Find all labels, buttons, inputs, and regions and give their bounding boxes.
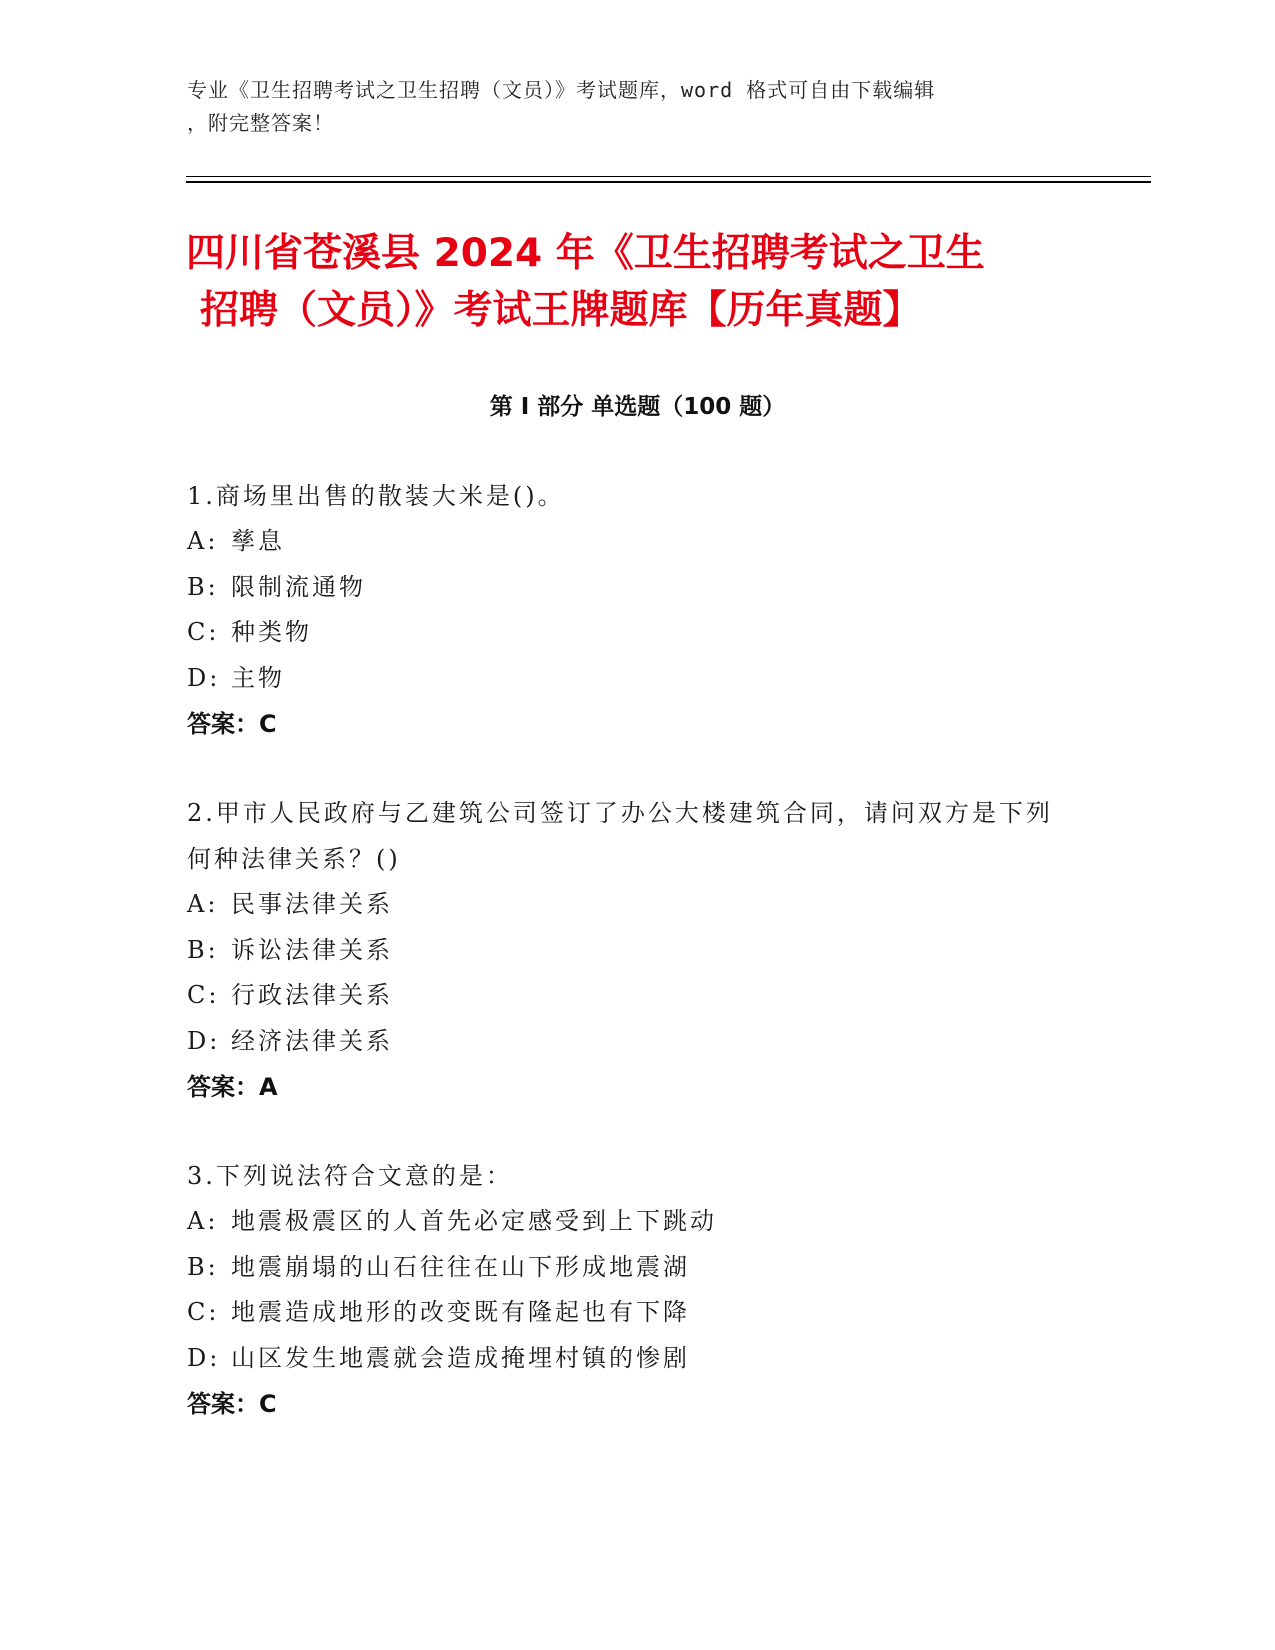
option-text: 限制流通物 [231, 572, 366, 601]
question-stem: 2.甲市人民政府与乙建筑公司签订了办公大楼建筑合同，请问双方是下列何种法律关系？() [187, 799, 1053, 873]
option-a [187, 882, 1067, 928]
header-note [187, 74, 1067, 140]
document-title-line1: 四川省苍溪县 2024 年《卫生招聘考试之卫生 [186, 231, 985, 276]
question-3 [187, 1153, 1067, 1427]
question-2 [187, 790, 1067, 1110]
section-heading: 第 I 部分 单选题（100 题） [489, 394, 786, 420]
option-letter: C: [187, 981, 220, 1009]
option-c [187, 973, 1067, 1019]
option-d [187, 1019, 1067, 1065]
option-letter: D: [187, 1343, 221, 1372]
option-letter: A: [187, 527, 219, 555]
option-b [187, 565, 1067, 611]
option-c [187, 1290, 1067, 1336]
header-divider-thick [186, 181, 1151, 183]
option-text: 山区发生地震就会造成掩埋村镇的惨剧 [231, 1343, 690, 1372]
option-letter: A: [187, 890, 219, 918]
document-title-line2: 招聘（文员）》考试王牌题库【历年真题】 [200, 288, 922, 333]
option-letter: B: [187, 1252, 219, 1281]
option-d [187, 656, 1067, 702]
question-stem: 3.下列说法符合文意的是： [187, 1162, 513, 1190]
option-b [187, 928, 1067, 974]
option-text: 经济法律关系 [231, 1026, 393, 1055]
answer-line: 答案：C [187, 710, 277, 738]
option-b [187, 1245, 1067, 1291]
option-letter: D: [187, 1026, 221, 1055]
option-text: 主物 [231, 663, 285, 692]
header-divider-thin [186, 176, 1151, 177]
option-letter: C: [187, 1298, 220, 1326]
question-stem: 1.商场里出售的散装大米是()。 [187, 482, 565, 510]
option-letter: D: [187, 663, 221, 692]
option-a [187, 519, 1067, 565]
option-letter: B: [187, 935, 219, 964]
header-note-line1: 专业《卫生招聘考试之卫生招聘（文员）》考试题库，word 格式可自由下载编辑 [187, 78, 936, 102]
option-text: 行政法律关系 [231, 981, 393, 1009]
option-letter: B: [187, 572, 219, 601]
option-letter: C: [187, 618, 220, 646]
option-text: 孳息 [231, 527, 285, 555]
option-text: 地震崩塌的山石往往在山下形成地震湖 [231, 1252, 690, 1281]
option-d [187, 1336, 1067, 1382]
option-text: 民事法律关系 [231, 890, 393, 918]
answer-line: 答案：C [187, 1390, 277, 1418]
option-text: 地震极震区的人首先必定感受到上下跳动 [231, 1207, 717, 1235]
answer-line: 答案：A [187, 1073, 278, 1101]
option-text: 诉讼法律关系 [231, 935, 393, 964]
option-letter: A: [187, 1207, 219, 1235]
question-list [187, 473, 1067, 1470]
header-note-line2: ，附完整答案！ [187, 111, 334, 135]
option-text: 种类物 [231, 618, 312, 646]
question-1 [187, 473, 1067, 747]
option-a [187, 1199, 1067, 1245]
document-title [186, 225, 1086, 339]
option-text: 地震造成地形的改变既有隆起也有下降 [231, 1298, 690, 1326]
option-c [187, 610, 1067, 656]
